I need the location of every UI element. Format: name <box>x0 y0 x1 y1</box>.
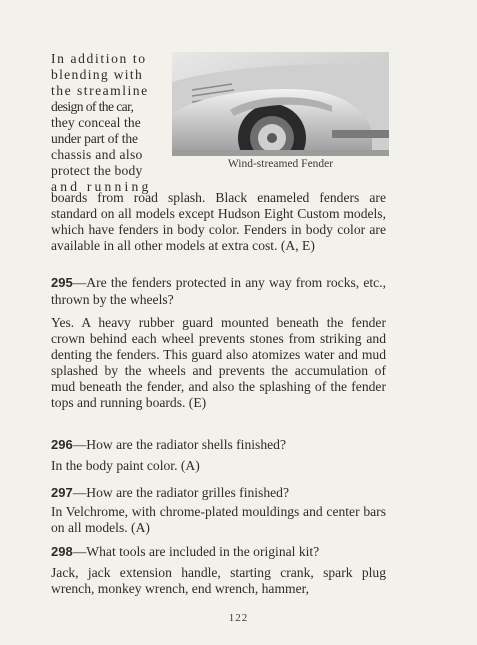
question-dash: — <box>72 437 87 452</box>
answer-296: In the body paint color. (A) <box>51 458 200 473</box>
fender-photo <box>172 52 389 156</box>
intro-line: blending with <box>51 67 144 82</box>
question-text: How are the radiator shells finished? <box>86 437 286 452</box>
intro-continuation: boards from road splash. Black enameled fenders are standard on all models except Hudson Eight Custom models, which have fenders in body color. Fenders in body color are available in all other models at extra cost. (A, E) <box>51 190 386 253</box>
intro-line: they conceal the <box>51 115 141 130</box>
answer-295: Yes. A heavy rubber guard mounted beneath the fender crown behind each wheel prevents stones from striking and denting the fenders. This guard also atomizes water and mud splashed by the wheels and prevents the accumulation of mud beneath the fender, and also the splashing of the fender tops and running boards. (E) <box>51 315 386 410</box>
answer-298: Jack, jack extension handle, starting crank, spark plug wrench, monkey wrench, end wrench, hammer, <box>51 565 386 596</box>
fender-illustration <box>172 52 389 156</box>
question-number: 297 <box>51 485 73 500</box>
question-text: What tools are included in the original kit? <box>86 544 320 559</box>
question-dash: — <box>72 275 87 290</box>
answer-297: In Velchrome, with chrome-plated mouldings and center bars on all models. (A) <box>51 504 386 535</box>
question-number: 298 <box>51 544 73 559</box>
intro-line: In addition to <box>51 51 147 66</box>
question-dash: — <box>72 485 87 500</box>
question-296 <box>51 436 386 453</box>
intro-line: the streamline <box>51 83 149 98</box>
intro-line: design of the car, <box>51 99 134 114</box>
intro-line: and running <box>51 179 152 194</box>
intro-line: protect the body <box>51 163 143 178</box>
question-number: 296 <box>51 437 73 452</box>
question-text: Are the fenders protected in any way from rocks, etc., thrown by the wheels? <box>51 275 386 307</box>
question-295 <box>51 274 386 308</box>
page-number: 122 <box>228 612 249 624</box>
question-298 <box>51 543 386 560</box>
question-text: How are the radiator grilles finished? <box>86 485 289 500</box>
figure-caption: Wind-streamed Fender <box>227 158 334 170</box>
intro-line: under part of the <box>51 131 138 146</box>
question-number: 295 <box>51 275 73 290</box>
question-297 <box>51 484 386 501</box>
intro-line: chassis and also <box>51 147 143 162</box>
question-dash: — <box>72 544 87 559</box>
